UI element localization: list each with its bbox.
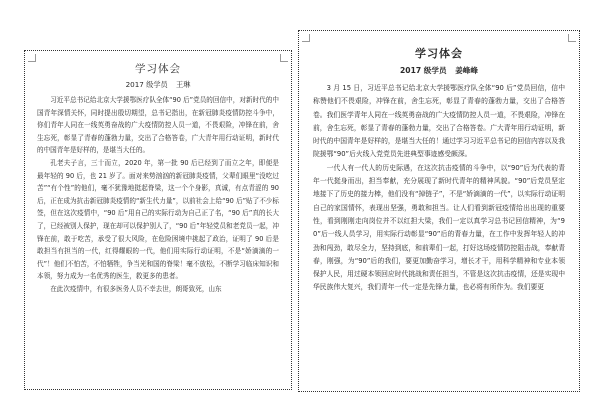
document-title: 学习体会 [415,47,463,60]
author-name: 王琳 [176,80,191,89]
class-label: 2017 级学员 [125,80,168,89]
page-corner-mark [280,54,288,62]
paragraph: 在此次疫情中，有很多医务人员不幸去世，朗哥致死，山东 [50,284,222,293]
left-document-page [24,50,292,390]
byline [37,80,279,90]
page-corner-mark [28,54,36,62]
paragraph: 习近平总书记给北京大学援鄂医疗队全体“90 后”党员的回信中，对新时代的中国青年深情关怀，同时提出殷切期望，总书记指出，在新冠肺炎疫情防控斗争中，你们青年人同在一线英勇奋战的广大疫情防控人员一道，不畏艰险，冲锋在前，舍生忘死，彰显了青春的蓬勃力量，交出了合格答卷，广大青年用行动证明，新时代的中国青年是好样的，是堪当大任的。 [37,96,279,155]
paragraph: 3 月 15 日，习近平总书记给北京大学援鄂医疗队全体“90 后”党员回信，信中称赞他们不畏艰险，冲锋在前，舍生忘死，彰显了青春的蓬勃力量，交出了合格答卷。我们医学青年人同在一线英勇奋战的广大疫情防控人员一道，不畏艰险，冲锋在前，舍生忘死，彰显了青春的蓬勃力量，交出了合格答卷。广大青年用行动证明，新时代的中国青年是好样的，是堪当大任的！通过学习习近平总书记的回信内容以及我院援鄂“90”后火线入党党员先进典型事迹感受颇深。 [313,84,565,159]
document-title: 学习体会 [135,63,181,75]
class-label: 2017 级学员 [400,66,447,75]
page-corner-mark [302,34,310,42]
right-document-page [298,30,580,392]
paragraph: 孔老夫子言，三十而立，2020 年，第一批 90 后已经到了而立之年，即便是最年轻的 90 后，也 21 岁了。面对来势汹汹的新冠肺炎疫情，父辈们眼里“没吃过苦”“有个性”的他们，毫不犹豫地挺起脊梁，这一个个身影，真诚，有点青涩的 90 后，正在成为抗击新冠肺炎疫情的“新生代力量”，以前社会上给“90 后”贴了不少标签，但在这次疫情中，“90 后”用自己的实际行动为自己正了名，“90 后”真的长大了，已经被别人保护，现在却可以保护别人了，“90 后”年轻党员和老党员一起，冲锋在前，敢于吃苦，承受了很大风险，在危险困境中挑起了政治，证明了 90 后是敢担当有担当的一代，红得耀眼的一代，他们用实际行动证明，不是“娇滴滴的一代”！他们不怕苦，不怕牺牲，争当光和国的脊梁！毫不放松，不断学习临床知识和本领，努力成为一名优秀的医生，救更多的患者。 [37,158,279,281]
paragraph: 一代人有一代人的历史际遇，在这次抗击疫情的斗争中，以“90”后为代表的青年一代挺身而出，担当奉献，充分展现了新时代青年的精神风貌。“90”后党员坚定地接下了历史的接力棒，他们没有“掉链子”，不是“娇滴滴的一代”，以实际行动证明自己的家国情怀，表现出坚强，勇敢和担当。让人们看到新冠疫情给出出现的重要性，看到刚刚走向岗位并不以红担大梁，我们一定以真学习总书记回信精神，为“90”后一线人员学习，用实际行动彰显“90”后的青春力量，在工作中发挥年轻人的冲劲和闯劲，敢尽全力，坚持到底，和前辈们一起，打好这场疫情防控阻击战，奉献青春，刚强，为“90”后的我们，要更加勤奋学习，增长才干，用科学精神和专业本领保护人民，用过硬本领回应时代挑战和责任担当，不管是这次抗击疫情，还是实现中华民族伟大复兴，我们青年一代一定是先锋力量，也必将有所作为。我们要更 [313,163,565,292]
author-name: 姜峰峰 [455,66,478,75]
page-corner-mark [568,34,576,42]
byline [313,65,565,76]
